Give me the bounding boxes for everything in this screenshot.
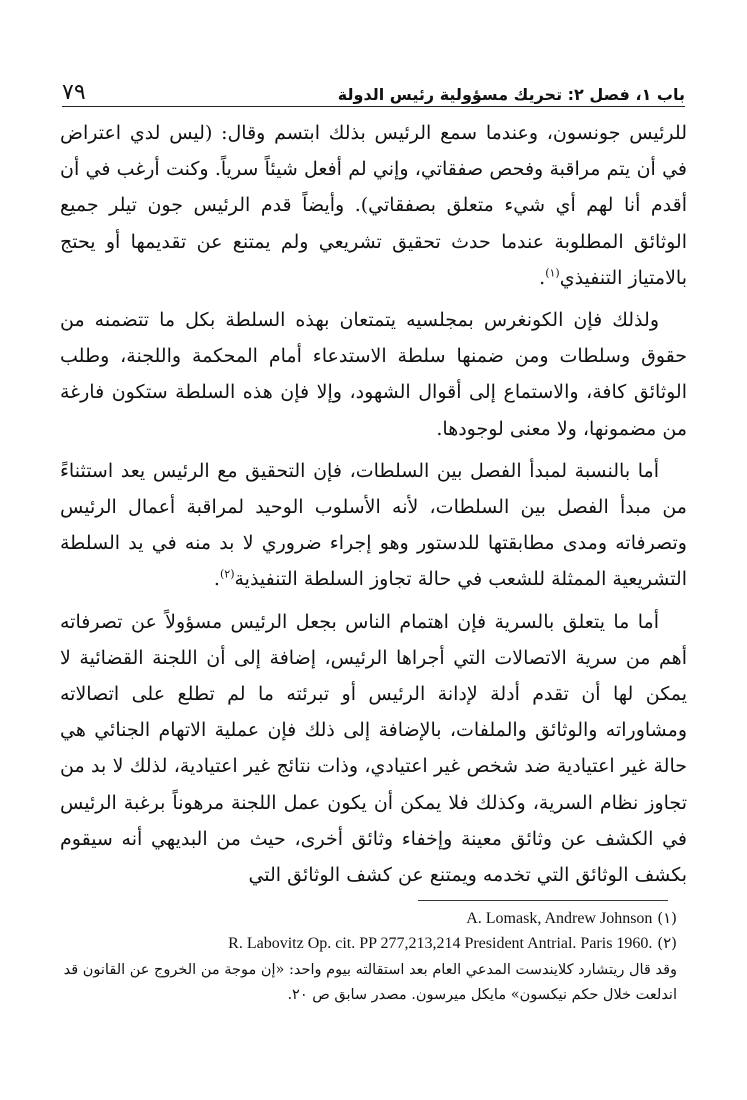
paragraph-1: للرئيس جونسون، وعندما سمع الرئيس بذلك ابتسم وقال: (ليس لدي اعتراض في أن يتم مراقبة وفحص صفقاتي، وإني لم أفعل شيئاً سرياً. وكنت أرغب في أن أقدم أنا لهم أي شيء متعلق بصفقاتي). وأيضاً قدم الرئيس جون تيلر جميع الوثائق المطلوبة عندما حدث تحقيق تشريعي ولم يمتنع عن تقديمها أو يحتج بالامتياز التنفيذي$^{(١)}$.	[60, 122, 687, 289]
paragraph-2: ولذلك فإن الكونغرس بمجلسيه يتمتعان بهذه السلطة بكل ما تتضمنه من حقوق وسلطات ومن ضمنها سلطة الاستدعاء أمام المحكمة واللجنة، وطلب الوثائق كافة، والاستماع إلى أقوال الشهود، وإلا فإن هذه السلطة ستكون فارغة من مضمونها، ولا معنى لوجودها.	[60, 309, 687, 440]
footnote-ref-2[interactable]: (٢)	[219, 568, 235, 582]
header-divider	[62, 106, 685, 107]
footnote-2-number: (٢)	[657, 934, 677, 952]
footnote-2	[60, 931, 677, 956]
paragraph-3: أما بالنسبة لمبدأ الفصل بين السلطات، فإن التحقيق مع الرئيس يعد استثناءً من مبدأ الفصل بين السلطات، لأنه الأسلوب الوحيد لمراقبة أعمال الرئيس وتصرفاته ومدى مطابقتها للدستور وهو إجراء ضروري لا بد منه في يد السلطة التشريعية الممثلة للشعب في حالة تجاوز السلطة التنفيذية$^{(٢)}$.	[60, 459, 687, 591]
footnote-2-text: R. Labovitz Op. cit. PP 277,213,214 President Antrial. Paris 1960.	[228, 935, 653, 952]
paragraph-4: أما ما يتعلق بالسرية فإن اهتمام الناس بجعل الرئيس مسؤولاً عن تصرفاته أهم من سرية الاتصالات التي أجراها الرئيس، إضافة إلى أن اللجنة القضائية لا يمكن لها أن تقدم أدلة لإدانة الرئيس أو تبرئته ما لم تطلع على اتصالاته ومشاوراته والوثائق والملفات، بالإضافة إلى ذلك فإن عملية الاتهام الجنائي هي حالة غير اعتيادية ضد شخص غير اعتيادي، وذات نتائج غير اعتيادية، لذلك لا بد من تجاوز نظام السرية، وكذلك فلا يمكن أن يكون عمل اللجنة مرهوناً برغبة الرئيس في الكشف عن وثائق معينة وإخفاء وثائق أخرى، حيث من البديهي أنه سيقوم بكشف الوثائق التي تخدمه ويمتنع عن كشف الوثائق التي	[60, 610, 687, 887]
footnote-1-number: (١)	[657, 909, 677, 927]
footnote-2-note: وقد قال ريتشارد كلايندست المدعي العام بعد استقالته بيوم واحد: «إن موجة من الخروج عن القانون قد اندلعت خلال حكم نيكسون» مايكل ميرسون. مصدر سابق ص ٢٠.	[63, 962, 677, 1003]
page-number: ٧٩	[62, 80, 86, 105]
footnote-divider	[418, 900, 668, 901]
footnote-1	[60, 906, 677, 931]
page-header	[62, 74, 685, 104]
running-header-chapter: باب ١، فصل ٢: تحريك مسؤولية رئيس الدولة	[337, 85, 685, 104]
footnote-ref-1[interactable]: (١)	[545, 266, 560, 280]
footnotes	[60, 906, 677, 1008]
footnote-1-text: A. Lomask, Andrew Johnson	[466, 910, 653, 927]
main-text	[60, 115, 687, 899]
